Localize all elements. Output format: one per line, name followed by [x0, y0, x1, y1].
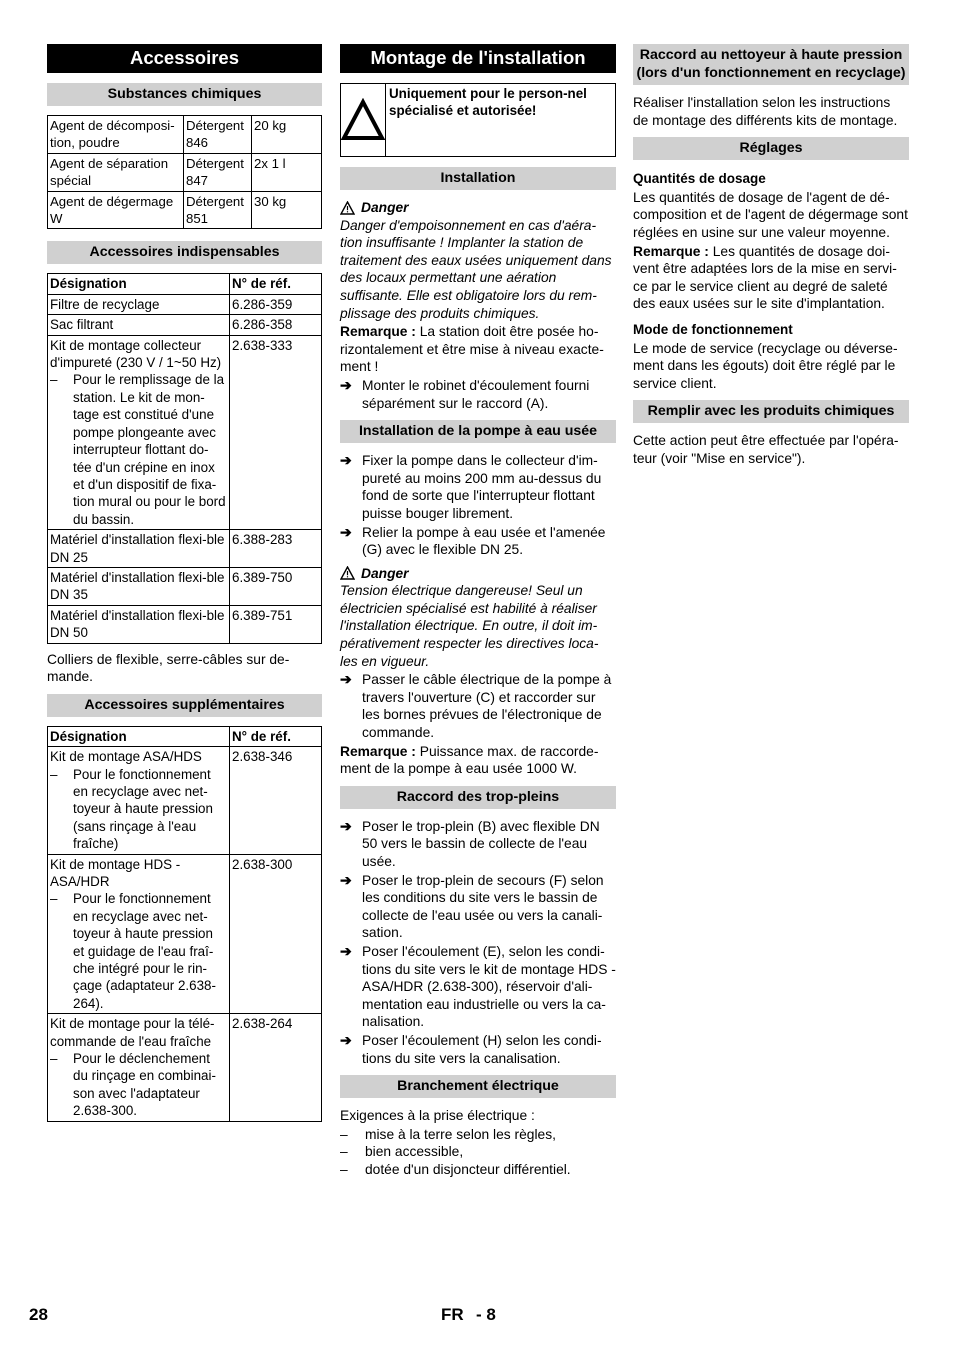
table-cell: 6.286-359 [230, 294, 322, 314]
table-cell: 2.638-300 [230, 854, 322, 1014]
table-cell: 30 kg [252, 191, 322, 229]
mode-text: Le mode de service (recyclage ou déverse-ment dans les égouts) doit être réglé par le service client. [633, 340, 898, 391]
heading-reglages: Réglages [633, 137, 909, 160]
column-header-ref: N° de réf. [230, 726, 322, 746]
step-item: ➔ Poser l'écoulement (E), selon les condi-tions du site vers le kit de montage HDS - ASA/HDR (2.638-300), réservoir d'ali-mentation eau industrielle ou vers la ca-nalisation. [340, 943, 616, 1030]
remplir-text: Cette action peut être effectuée par l'opéra-teur (voir "Mise en service"). [633, 433, 899, 466]
step-item: ➔ Fixer la pompe dans le collecteur d'im-pureté au moins 200 mm au-dessus du fond de sorte que l'interrupteur flottant puisse bouger librement. [340, 453, 602, 521]
table-cell: 6.389-751 [230, 605, 322, 643]
table-cell: Matériel d'installation flexi-ble DN 35 [48, 567, 230, 605]
table-cell: 6.388-283 [230, 530, 322, 568]
step-item: ➔ Relier la pompe à eau usée et l'amenée (G) avec le flexible DN 25. [340, 524, 606, 558]
table-row [48, 605, 322, 643]
warning-triangle-icon [341, 84, 386, 156]
step-item: ➔ Passer le câble électrique de la pompe à travers l'ouverture (C) et raccorder sur les bornes prévues de l'électronique de commande. [340, 672, 612, 741]
table-cell: 20 kg [252, 116, 322, 154]
table-cell: Sac filtrant [48, 315, 230, 335]
column-montage [340, 44, 616, 1179]
heading-remplir: Remplir avec les produits chimiques [633, 400, 909, 423]
raccord-text: Réaliser l'installation selon les instructions de montage des différents kits de montage. [633, 95, 898, 128]
table-cell: 2x 1 l [252, 153, 322, 191]
item-note: – Pour le fonctionnement en recyclage avec net-toyeur à haute pression (sans rinçage à l'eau fraîche) [50, 766, 213, 852]
table-cell: Matériel d'installation flexi-ble DN 25 [48, 530, 230, 568]
column-header-designation: Désignation [48, 274, 230, 294]
arrow-icon: ➔ [340, 943, 352, 959]
list-item: – mise à la terre selon les règles, [340, 1126, 556, 1142]
table-header-row [48, 726, 322, 746]
table-cell: Filtre de recyclage [48, 294, 230, 314]
table-row [48, 854, 322, 1014]
danger-text: Danger d'empoisonnement en cas d'aéra-tion insuffisante ! Implanter la station de traitement des eaux usées uniquement dans des locaux permettant une aération suffisante. Elle est obligatoire lors du rem-plissage des produits chimiques. [340, 217, 612, 321]
section-title-montage: Montage de l'installation [340, 44, 616, 73]
heading-accessoires-supplementaires: Accessoires supplémentaires [47, 694, 322, 717]
table-row [48, 747, 322, 854]
table-row [48, 153, 322, 191]
table-cell: Agent de décomposi-tion, poudre [48, 116, 184, 154]
table-row [48, 335, 322, 529]
table-row [48, 530, 322, 568]
quantites-text: Les quantités de dosage de l'agent de dé-composition et de l'agent de dégermage sont réglées en usine sur une valeur moyenne. [633, 189, 908, 240]
section-title-accessoires: Accessoires [47, 44, 322, 73]
table-cell: 6.286-358 [230, 315, 322, 335]
danger-text: Tension électrique dangereuse! Seul un électricien spécialisé est habilité à réaliser l'installation électrique. En outre, il doit im-pérativement respecter les directives loca-les en vigueur. [340, 583, 599, 669]
table-cell: Agent de séparation spécial [48, 153, 184, 191]
warning-text: Uniquement pour le person-nel spécialisé et autorisée! [389, 86, 587, 118]
arrow-icon: ➔ [340, 524, 352, 540]
item-note: – Pour le fonctionnement en recyclage avec net-toyeur à haute pression et guidage de l'eau fraî-che intégré pour le rin-çage (adaptateur 2.638-264). [50, 891, 216, 1011]
step-item: ➔ Monter le robinet d'écoulement fourni séparément sur le raccord (A). [340, 377, 590, 411]
table-row [48, 567, 322, 605]
list-item: – dotée d'un disjoncteur différentiel. [340, 1161, 571, 1177]
heading-branchement-electrique: Branchement électrique [340, 1075, 616, 1098]
table-cell [48, 747, 230, 854]
table-row [48, 294, 322, 314]
step-item: ➔ Poser le trop-plein de secours (F) selon les conditions du site vers le bassin de collecte de l'eau usée ou vers la canali-sation. [340, 872, 604, 941]
table-cell: Agent de dégermage W [48, 191, 184, 229]
heading-raccord-nettoyeur: Raccord au nettoyeur à haute pression (lors d'un fonctionnement en recyclage) [633, 44, 909, 85]
column-header-ref: N° de réf. [230, 274, 322, 294]
heading-installation: Installation [340, 167, 616, 190]
arrow-icon: ➔ [340, 1032, 352, 1048]
danger-label: Danger [340, 565, 616, 583]
column-raccord [633, 44, 909, 469]
warning-small-icon [340, 566, 355, 580]
arrow-icon: ➔ [340, 818, 352, 834]
item-name: Kit de montage collecteur d'impureté (230 V / 1~50 Hz) [50, 337, 222, 371]
warning-small-icon [340, 201, 355, 215]
table-cell: 6.389-750 [230, 567, 322, 605]
heading-installation-pompe: Installation de la pompe à eau usée [340, 420, 616, 443]
arrow-icon: ➔ [340, 672, 352, 688]
table-cell: Matériel d'installation flexi-ble DN 50 [48, 605, 230, 643]
heading-substances-chimiques: Substances chimiques [47, 83, 322, 106]
table-cell: Détergent 851 [184, 191, 252, 229]
table-row [48, 191, 322, 229]
table-cell [48, 335, 230, 529]
remark: Remarque : La station doit être posée ho-rizontalement et être mise à niveau exacte-ment ! [340, 324, 604, 375]
remark: Remarque : Les quantités de dosage doi-vent être adaptées lors de la mise en servi-ce par le service client au degré de saleté des eaux usées sur le site d'implantation. [633, 243, 897, 312]
chemicals-table [47, 115, 322, 229]
table-cell: 2.638-333 [230, 335, 322, 529]
danger-label: Danger [340, 199, 616, 217]
heading-accessoires-indispensables: Accessoires indispensables [47, 241, 322, 264]
table-row [48, 116, 322, 154]
item-name: Kit de montage HDS - ASA/HDR [50, 856, 181, 889]
table-cell [48, 854, 230, 1014]
language-code: FR [441, 1305, 464, 1324]
item-note: – Pour le remplissage de la station. Le kit de mon-tage est constitué d'une pompe plongeante avec interrupteur flottant do-tée d'un crépine en inox et d'un dispositif de fixa-tion mural ou pour le bord du bassin. [50, 372, 226, 527]
item-note: – Pour le déclenchement du rinçage en combinai-son avec l'adaptateur 2.638-300. [50, 1051, 216, 1119]
note-colliers: Colliers de flexible, serre-câbles sur de-mande. [47, 651, 290, 685]
item-name: Kit de montage ASA/HDS [50, 749, 202, 765]
page-number: 28 [29, 1305, 48, 1324]
heading-trop-pleins: Raccord des trop-pleins [340, 786, 616, 809]
page-sub-number: - 8 [476, 1305, 496, 1324]
table-row [48, 315, 322, 335]
remark: Remarque : Puissance max. de raccorde-ment de la pompe à eau usée 1000 W. [340, 743, 599, 777]
table-cell: 2.638-346 [230, 747, 322, 854]
extra-accessories-table [47, 726, 322, 1122]
table-header-row [48, 274, 322, 294]
item-name: Kit de montage pour la télé-commande de l'eau fraîche [50, 1016, 215, 1049]
table-row [48, 1014, 322, 1121]
table-cell: Détergent 846 [184, 116, 252, 154]
table-cell [48, 1014, 230, 1121]
list-item: – bien accessible, [340, 1144, 464, 1160]
subheading-quantites: Quantités de dosage [633, 171, 766, 187]
arrow-icon: ➔ [340, 872, 352, 888]
step-item: ➔ Poser le trop-plein (B) avec flexible DN 50 vers le bassin de collecte de l'eau usée. [340, 818, 600, 869]
arrow-icon: ➔ [340, 377, 352, 393]
elec-intro: Exigences à la prise électrique : [340, 1108, 535, 1124]
column-accessoires [47, 44, 322, 1122]
arrow-icon: ➔ [340, 453, 352, 469]
warning-box [340, 83, 616, 157]
table-cell: 2.638-264 [230, 1014, 322, 1121]
subheading-mode: Mode de fonctionnement [633, 321, 793, 337]
step-item: ➔ Poser l'écoulement (H) selon les condi-tions du site vers la canalisation. [340, 1032, 602, 1066]
table-cell: Détergent 847 [184, 153, 252, 191]
column-header-designation: Désignation [48, 726, 230, 746]
required-accessories-table [47, 273, 322, 643]
